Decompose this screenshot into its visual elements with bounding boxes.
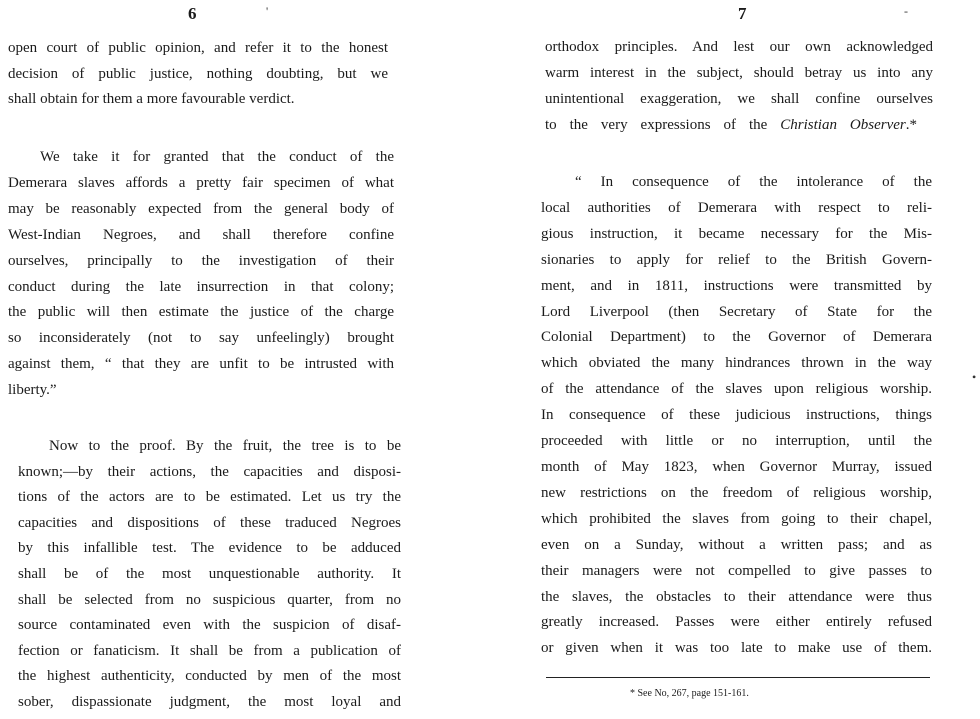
text-line: Lord Liverpool (then Secretary of State for the <box>541 303 932 320</box>
text-line: shall be selected from no suspicious quarter, from no <box>18 591 401 608</box>
text-line: by this infallible test. The evidence to be adduced <box>18 540 401 557</box>
text-line: sober, dispassionate judgment, the most loyal and <box>18 693 401 710</box>
text-line: their managers were not compelled to give passes to <box>541 562 932 579</box>
footnote: * See No, 267, page 151-161. <box>630 688 749 699</box>
text-line: so inconsiderately (not to say unfeelingly) brought <box>8 330 394 347</box>
text-line: liberty.” <box>8 382 57 399</box>
text-line: the highest authenticity, conducted by men of the most <box>18 668 401 685</box>
text-line: month of May 1823, when Governor Murray, issued <box>541 458 932 475</box>
text-line: proceeded with little or no interruption, until the <box>541 433 932 450</box>
paragraph-5 <box>541 170 932 662</box>
paragraph-2 <box>8 145 394 404</box>
text-line: gious instruction, it became necessary for the Mis- <box>541 225 932 242</box>
text-line: greatly increased. Passes were either entirely refused <box>541 614 932 631</box>
text-line: conduct during the late insurrection in that colony; <box>8 278 394 295</box>
text-line: source contaminated even with the suspicion of disaf- <box>18 617 401 634</box>
text-line: fection or fanaticism. It shall be from a publication of <box>18 642 401 659</box>
text-line: local authorities of Demerara with respect to reli- <box>541 199 932 216</box>
text-line: In consequence of these judicious instructions, things <box>541 407 932 424</box>
text-line: sionaries to apply for relief to the British Govern- <box>541 251 932 268</box>
footnote-rule <box>546 677 930 678</box>
left-page <box>0 0 470 719</box>
text-line: warm interest in the subject, should betray us into any <box>545 65 933 81</box>
text-line: ourselves, principally to the investigation of their <box>8 252 394 269</box>
text-line: of the attendance of the slaves upon religious worship. <box>541 381 932 398</box>
margin-mark: • <box>972 370 977 384</box>
text-line: “ In consequence of the intolerance of the <box>575 174 932 190</box>
text-line: West-Indian Negroes, and shall therefore confine <box>8 226 394 243</box>
text-line: We take it for granted that the conduct of the <box>40 149 394 165</box>
text-line: orthodox principles. And lest our own acknowledged <box>545 39 933 55</box>
text-line: capacities and dispositions of these traduced Negroes <box>18 514 401 531</box>
text-line: shall obtain for them a more favourable verdict. <box>8 91 295 107</box>
dash-mark: - <box>904 4 908 18</box>
text-line: ment, and in 1811, instructions were transmitted by <box>541 277 932 294</box>
text-line: new restrictions on the freedom of religious worship, <box>541 484 932 501</box>
text-line: Now to the proof. By the fruit, the tree is to be <box>49 438 401 454</box>
paragraph-1 <box>8 36 388 113</box>
paragraph-4 <box>545 34 933 138</box>
text-line: may be reasonably expected from the general body of <box>8 200 394 217</box>
text-line: which obviated the many hindrances thrown in the way <box>541 355 932 372</box>
right-page <box>490 0 980 719</box>
text-line: known;—by their actions, the capacities and disposi- <box>18 463 401 480</box>
text-line: decision of public justice, nothing doubting, but we <box>8 65 388 82</box>
text-line: against them, “ that they are unfit to be intrusted with <box>8 356 394 373</box>
text-line: to the very expressions of the Christian Observer.* <box>545 117 917 133</box>
text-line: the slaves, the obstacles to their attendance were thus <box>541 588 932 605</box>
left-page-number: 6 <box>188 4 197 23</box>
text-line: open court of public opinion, and refer it to the honest <box>8 40 388 56</box>
text-line: Colonial Department) to the Governor of Demerara <box>541 329 932 346</box>
apostrophe-mark: ' <box>266 4 269 18</box>
paragraph-3 <box>18 434 401 716</box>
text-line: which prohibited the slaves from going to their chapel, <box>541 510 932 527</box>
text-line: the public will then estimate the justice of the charge <box>8 304 394 321</box>
right-page-number: 7 <box>738 4 747 23</box>
text-line: or given when it was too late to make use of them. <box>541 640 932 657</box>
text-line: tions of the actors are to be estimated. Let us try the <box>18 489 401 506</box>
text-line: even on a Sunday, without a written pass; and as <box>541 536 932 553</box>
text-line: shall be of the most unquestionable authority. It <box>18 565 401 582</box>
text-line: unintentional exaggeration, we shall confine ourselves <box>545 91 933 107</box>
text-line: Demerara slaves affords a pretty fair specimen of what <box>8 174 394 191</box>
